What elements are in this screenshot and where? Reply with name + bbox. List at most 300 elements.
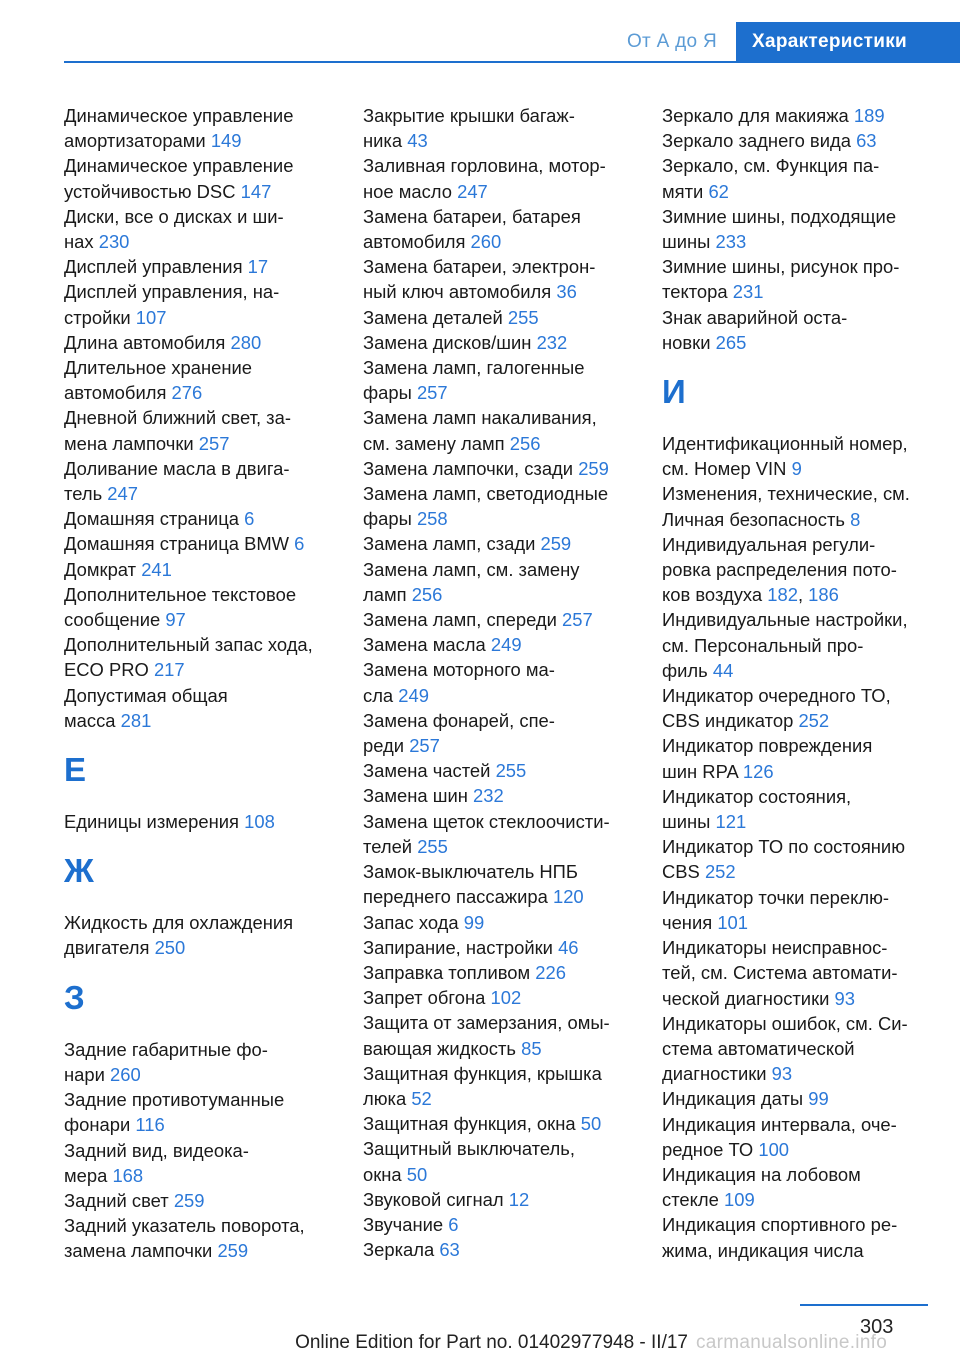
index-entry-line [64, 557, 356, 582]
index-entry [363, 809, 648, 859]
index-entry-text: ный ключ автомобиля [363, 281, 552, 303]
index-entry-line [363, 229, 648, 254]
index-entry [363, 103, 648, 153]
index-entry-text: Защита от замерзания, омы- [363, 1012, 610, 1034]
page-reference-link[interactable]: 43 [407, 130, 428, 152]
page-reference-link[interactable]: 62 [708, 180, 729, 202]
page-reference-link[interactable]: 257 [409, 735, 440, 757]
edition-line: Online Edition for Part no. 01402977948 - II/17 [295, 1332, 688, 1353]
page-reference-link[interactable]: 168 [112, 1164, 144, 1186]
index-entry-line [662, 607, 960, 632]
index-entry [64, 254, 356, 279]
index-entry-text: см. замену ламп [363, 432, 505, 454]
index-entry-text: Жидкость для охлаждения [64, 912, 294, 934]
page-reference-link[interactable]: 108 [244, 811, 275, 833]
index-entry-text: ECO PRO [64, 659, 149, 681]
index-entry-text: Замена деталей [363, 306, 503, 328]
page-reference-link[interactable]: 120 [552, 886, 584, 908]
page-reference-link[interactable]: 186 [808, 584, 839, 606]
index-entry-line [64, 380, 356, 405]
index-entry-line [64, 254, 356, 279]
index-entry-text: ное масло [363, 180, 452, 202]
index-entry-text: Единицы измерения [64, 811, 239, 833]
index-entry [64, 809, 356, 834]
page-reference-link[interactable]: 8 [850, 508, 861, 530]
index-entry-text: Замена дисков/шин [363, 331, 532, 353]
index-entry-line [662, 330, 960, 355]
page-reference-link[interactable]: 6 [244, 508, 255, 530]
index-entry-line [662, 229, 960, 254]
page-reference-link[interactable]: 241 [141, 558, 172, 580]
page-reference-link[interactable]: 44 [712, 659, 734, 681]
page-reference-link[interactable]: 182 [767, 584, 798, 606]
index-entry-line [363, 809, 648, 834]
index-entry [64, 279, 356, 329]
index-entry [662, 1212, 960, 1262]
index-entry-text: Задний свет [64, 1189, 169, 1211]
index-entry-line [64, 305, 356, 330]
index-entry-line [363, 1136, 648, 1161]
page-reference-link[interactable]: 6 [294, 533, 305, 555]
index-entry-line [662, 532, 960, 557]
index-entry-text: Допустимая общая [64, 684, 228, 706]
page-reference-link[interactable]: 252 [704, 861, 736, 883]
index-entry-text: Замена батареи, батарея [363, 205, 581, 227]
page-reference-link[interactable]: 231 [732, 281, 764, 303]
page-reference-link[interactable]: 249 [490, 634, 522, 656]
index-entry-line [662, 1086, 960, 1111]
page-reference-link[interactable]: 280 [230, 331, 262, 353]
index-entry [662, 834, 960, 884]
index-entry [64, 153, 356, 203]
index-entry-line [363, 355, 648, 380]
index-entry-line [662, 885, 960, 910]
index-entry-text: Дисплей управления [64, 256, 243, 278]
index-entry-line [363, 733, 648, 758]
index-entry-text: Зеркало для макияжа [662, 105, 849, 126]
index-entry-text: Знак аварийной оста- [662, 306, 848, 328]
index-entry [64, 910, 356, 960]
index-entry-line [662, 1137, 960, 1162]
index-entry-text: сла [363, 684, 394, 706]
index-entry [363, 1136, 648, 1186]
index-entry-line [662, 834, 960, 859]
index-entry-text: Закрытие крышки багаж- [363, 105, 575, 126]
chapter-tab[interactable]: Характеристики [736, 22, 960, 62]
index-entry [64, 1138, 356, 1188]
index-entry [363, 960, 648, 985]
index-entry-text: Защитный выключатель, [363, 1138, 575, 1160]
index-entry-line [64, 1138, 356, 1163]
index-entry-text: окна [363, 1163, 402, 1185]
page-reference-link[interactable]: 52 [411, 1087, 432, 1109]
index-entry-text: Зимние шины, подходящие [662, 205, 897, 227]
index-entry [363, 783, 648, 808]
index-entry-text: фары [363, 382, 412, 404]
page-reference-link[interactable]: 258 [416, 508, 448, 530]
index-entry-text: Замена щеток стеклоочисти- [363, 810, 610, 832]
index-entry-text: ламп [363, 583, 407, 605]
index-entry-line [662, 128, 960, 153]
page-reference-link[interactable]: 257 [198, 432, 230, 454]
page-reference-link[interactable]: 99 [808, 1088, 829, 1110]
index-entry-line [662, 1238, 960, 1263]
index-entry-text: амортизаторами [64, 130, 206, 152]
index-entry-line [363, 1036, 648, 1061]
index-entry-line [662, 1162, 960, 1187]
page-header [0, 22, 960, 62]
page-reference-link[interactable]: 232 [473, 785, 504, 807]
page-reference-link[interactable]: 189 [853, 105, 885, 126]
page-reference-link[interactable]: 63 [439, 1239, 460, 1261]
index-entry-text: Индикатор ТО по состоянию [662, 836, 906, 858]
page-reference-link[interactable]: 257 [562, 609, 593, 631]
index-entry-text: Замена ламп, спереди [363, 609, 557, 631]
page-reference-link[interactable]: 249 [398, 684, 429, 706]
page-reference-link[interactable]: 255 [495, 760, 527, 782]
page-reference-link[interactable]: 250 [154, 937, 186, 959]
page-reference-link[interactable]: 233 [715, 231, 747, 253]
index-entry-line [64, 1188, 356, 1213]
index-entry-text: Индикаторы неисправнос- [662, 937, 888, 959]
index-entry-text: Запирание, настройки [363, 936, 553, 958]
index-letter-heading: И [662, 373, 686, 411]
index-entry-line [64, 809, 356, 834]
index-entry-line [662, 456, 960, 481]
index-entry-line [662, 1112, 960, 1137]
index-entry [662, 532, 960, 608]
index-entry-line [363, 481, 648, 506]
index-entry-text: реди [363, 735, 405, 757]
index-entry-line [363, 783, 648, 808]
index-entry [363, 632, 648, 657]
index-entry [662, 607, 960, 683]
index-entry [363, 153, 648, 203]
index-entry-line [662, 1011, 960, 1036]
index-entry-line [662, 708, 960, 733]
index-entry-text: автомобиля [64, 382, 167, 404]
index-entry-line [363, 1162, 648, 1187]
index-entry-line [64, 506, 356, 531]
index-entry [64, 582, 356, 632]
page-reference-link[interactable]: 126 [742, 760, 774, 782]
page-reference-link[interactable]: 147 [240, 180, 272, 202]
page-reference-link[interactable]: 50 [580, 1113, 602, 1135]
page-reference-link[interactable]: 101 [717, 911, 749, 933]
index-entry [363, 657, 648, 707]
index-entry-text: Звучание [363, 1213, 444, 1235]
index-entry-text: Замена лампочки, сзади [363, 457, 574, 479]
index-entry-line [662, 507, 960, 532]
page-reference-link[interactable]: 257 [416, 382, 448, 404]
index-entry-line [662, 1036, 960, 1061]
index-entry [662, 481, 960, 531]
index-entry-line [363, 557, 648, 582]
index-entry [662, 784, 960, 834]
index-entry-line [363, 910, 648, 935]
index-entry [363, 305, 648, 330]
index-entry-text: Индикация спортивного ре- [662, 1214, 898, 1236]
page-reference-link[interactable]: 50 [406, 1163, 428, 1185]
index-entry-text: мена лампочки [64, 432, 194, 454]
index-entry-text: ровка распределения пото- [662, 559, 897, 581]
index-entry-line [363, 179, 648, 204]
index-entry-line [662, 254, 960, 279]
index-entry-line [363, 506, 648, 531]
index-entry-line [363, 279, 648, 304]
index-entry [363, 935, 648, 960]
index-entry [662, 254, 960, 304]
index-entry [363, 985, 648, 1010]
index-entry-line [662, 935, 960, 960]
index-entry [363, 708, 648, 758]
index-entry [363, 1237, 648, 1262]
index-entry-line [363, 632, 648, 657]
page-reference-link[interactable]: 109 [723, 1189, 755, 1211]
page-reference-link[interactable]: 99 [463, 911, 485, 933]
page-reference-link[interactable]: 260 [470, 231, 502, 253]
page-reference-link[interactable]: 255 [417, 835, 448, 857]
page-reference-link[interactable]: 102 [490, 987, 522, 1009]
index-entry-text: Изменения, технические, см. [662, 483, 910, 505]
index-entry [662, 1086, 960, 1111]
index-entry-line [363, 305, 648, 330]
index-entry-line [64, 330, 356, 355]
page-reference-link[interactable]: 85 [521, 1037, 542, 1059]
index-entry-text: ческой диагностики [662, 987, 830, 1009]
index-entry [662, 128, 960, 153]
index-entry-text: Диски, все о дисках и ши- [64, 205, 284, 227]
index-entry-text: Дневной ближний свет, за- [64, 407, 291, 429]
index-entry [64, 204, 356, 254]
index-entry [662, 935, 960, 1011]
index-entry-text: Замок-выключатель НПБ [363, 861, 578, 883]
page-reference-link[interactable]: 255 [507, 306, 539, 328]
index-entry-line [662, 305, 960, 330]
index-entry-line [64, 1213, 356, 1238]
page-reference-link[interactable]: 107 [135, 306, 167, 328]
page-reference-link[interactable]: 260 [110, 1063, 141, 1085]
index-entry [64, 557, 356, 582]
page-reference-link[interactable]: 9 [791, 458, 802, 480]
index-entry-line [64, 657, 356, 682]
index-entry-text: люка [363, 1087, 407, 1109]
index-entry [363, 758, 648, 783]
page-reference-link[interactable]: 100 [758, 1138, 790, 1160]
index-entry [662, 204, 960, 254]
index-letter-heading: З [64, 978, 85, 1016]
index-entry-text: Замена фонарей, спе- [363, 709, 555, 731]
index-entry-line [363, 960, 648, 985]
page-reference-link[interactable]: 36 [556, 281, 577, 303]
index-entry-text: Замена ламп, см. замену [363, 558, 580, 580]
page-reference-link[interactable]: 256 [509, 432, 541, 454]
page-reference-link[interactable]: 97 [165, 609, 186, 631]
index-entry [363, 1010, 648, 1060]
index-entry-text: Замена шин [363, 785, 468, 807]
index-entry-line [64, 1087, 356, 1112]
index-entry-text: сообщение [64, 609, 161, 631]
index-entry-text: Длина автомобиля [64, 331, 226, 353]
index-entry-text: замена лампочки [64, 1240, 213, 1262]
page-reference-link[interactable]: 265 [715, 331, 747, 353]
index-entry-line [662, 204, 960, 229]
index-entry-line [363, 834, 648, 859]
index-entry [662, 1112, 960, 1162]
index-entry [64, 531, 356, 556]
index-entry-line [64, 405, 356, 430]
index-entry-text: Защитная функция, окна [363, 1113, 576, 1135]
index-entry-line [64, 531, 356, 556]
index-entry-text: Индивидуальная регули- [662, 533, 876, 555]
index-entry-line [363, 683, 648, 708]
index-entry-text: тектора [662, 281, 728, 303]
index-entry-text: Задний вид, видеока- [64, 1139, 249, 1161]
index-entry-text: Запрет обгона [363, 987, 486, 1009]
index-entry-text: Задние противотуманные [64, 1089, 285, 1111]
index-entry [64, 683, 356, 733]
index-entry-line [64, 229, 356, 254]
index-entry-text: Задние габаритные фо- [64, 1038, 268, 1060]
page-reference-link[interactable]: 149 [210, 130, 242, 152]
index-entry-line [662, 683, 960, 708]
index-entry-line [363, 1187, 648, 1212]
index-entry-line [662, 103, 960, 128]
index-entry [363, 456, 648, 481]
index-entry-text: Защитная функция, крышка [363, 1062, 602, 1084]
index-entry-line [64, 683, 356, 708]
index-entry-text: Доливание масла в двига- [64, 457, 290, 479]
index-entry-line [64, 103, 356, 128]
index-entry-line [363, 1111, 648, 1136]
page-reference-link[interactable]: 259 [540, 533, 572, 555]
index-entry [363, 204, 648, 254]
index-entry [662, 733, 960, 783]
index-entry-line [363, 985, 648, 1010]
index-entry-line [363, 254, 648, 279]
index-entry-text: фонари [64, 1114, 131, 1136]
index-entry-line [363, 657, 648, 682]
page-reference-link[interactable]: 259 [578, 457, 609, 479]
index-entry-line [64, 279, 356, 304]
index-entry-text: Динамическое управление [64, 105, 294, 126]
index-entry-text: ника [363, 130, 403, 152]
index-entry-line [363, 128, 648, 153]
index-entry-line [363, 456, 648, 481]
section-tab[interactable]: От А до Я [626, 31, 718, 52]
page-reference-link[interactable]: 281 [120, 709, 152, 731]
index-entry-text: масса [64, 709, 116, 731]
page-reference-link[interactable]: 232 [536, 331, 568, 353]
index-entry-line [662, 859, 960, 884]
index-entry-text: Индикатор повреждения [662, 735, 873, 757]
page-reference-link[interactable]: 17 [247, 256, 269, 278]
page-reference-link[interactable]: 256 [411, 583, 443, 605]
index-entry-text: Дополнительный запас хода, [64, 634, 313, 656]
page-reference-link[interactable]: 247 [107, 483, 138, 505]
index-entry-text: Замена ламп, галогенные [363, 357, 585, 379]
page-reference-link[interactable]: 230 [98, 231, 130, 253]
index-entry-line [64, 582, 356, 607]
index-entry-text: шин RPA [662, 760, 738, 782]
index-entry-line [363, 405, 648, 430]
page-reference-link[interactable]: 6 [448, 1213, 459, 1235]
page-reference-link[interactable]: 121 [715, 811, 747, 833]
page-reference-link[interactable]: 259 [217, 1240, 249, 1262]
index-entry-line [64, 910, 356, 935]
index-entry-text: Домашняя страница [64, 508, 239, 530]
index-entry-line [64, 431, 356, 456]
page-reference-link[interactable]: 226 [535, 961, 566, 983]
index-entry-text: ков воздуха [662, 584, 763, 606]
index-entry-text: Замена ламп накаливания, [363, 407, 597, 429]
index-entry-line [662, 960, 960, 985]
index-entry-line [64, 1112, 356, 1137]
index-entry [662, 683, 960, 733]
index-entry [662, 153, 960, 203]
index-entry-line [64, 153, 356, 178]
index-entry [64, 355, 356, 405]
index-column-3 [662, 103, 960, 1263]
index-entry-text: шины [662, 231, 711, 253]
index-entry-text: Замена моторного ма- [363, 659, 555, 681]
index-entry [64, 1087, 356, 1137]
index-entry-text: мера [64, 1164, 108, 1186]
footer-divider [800, 1304, 928, 1306]
page-reference-link[interactable]: 12 [508, 1188, 530, 1210]
page-reference-link[interactable]: 247 [457, 180, 488, 202]
page-reference-link[interactable]: 217 [153, 659, 185, 681]
index-entry-line [662, 784, 960, 809]
index-entry-line [64, 128, 356, 153]
index-entry-text: вающая жидкость [363, 1037, 516, 1059]
page-reference-link[interactable]: 276 [171, 382, 203, 404]
index-entry-text: CBS [662, 861, 700, 883]
page-reference-link[interactable]: 93 [771, 1063, 793, 1085]
index-entry [363, 557, 648, 607]
index-entry [662, 103, 960, 128]
index-entry-line [363, 935, 648, 960]
index-entry-line [363, 204, 648, 229]
index-entry-text: филь [662, 659, 708, 681]
watermark: carmanualsonline.info [696, 1332, 888, 1353]
index-entry [64, 405, 356, 455]
index-entry-text: Зимние шины, рисунок про- [662, 256, 900, 278]
index-entry-text: автомобиля [363, 231, 466, 253]
index-entry-text: Индикация интервала, оче- [662, 1113, 897, 1135]
page-reference-link[interactable]: 46 [558, 936, 579, 958]
page-reference-link[interactable]: 259 [173, 1189, 205, 1211]
page-reference-link[interactable]: 63 [856, 130, 877, 152]
index-entry-text: Зеркало заднего вида [662, 130, 851, 152]
index-entry [662, 305, 960, 355]
page-reference-link[interactable]: 116 [135, 1114, 165, 1136]
index-entry-line [64, 1037, 356, 1062]
index-entry-text: Замена ламп, светодиодные [363, 483, 609, 505]
page-reference-link[interactable]: 252 [798, 710, 830, 732]
index-entry-line [363, 582, 648, 607]
index-entry-line [363, 380, 648, 405]
index-entry [662, 885, 960, 935]
index-entry-line [662, 481, 960, 506]
index-entry [363, 405, 648, 455]
index-entry-text: Индикация на лобовом [662, 1163, 861, 1185]
index-entry-line [64, 708, 356, 733]
page-reference-link[interactable]: 93 [834, 987, 855, 1009]
index-entry [363, 1111, 648, 1136]
page-number: 303 [860, 1316, 894, 1338]
index-entry [64, 506, 356, 531]
